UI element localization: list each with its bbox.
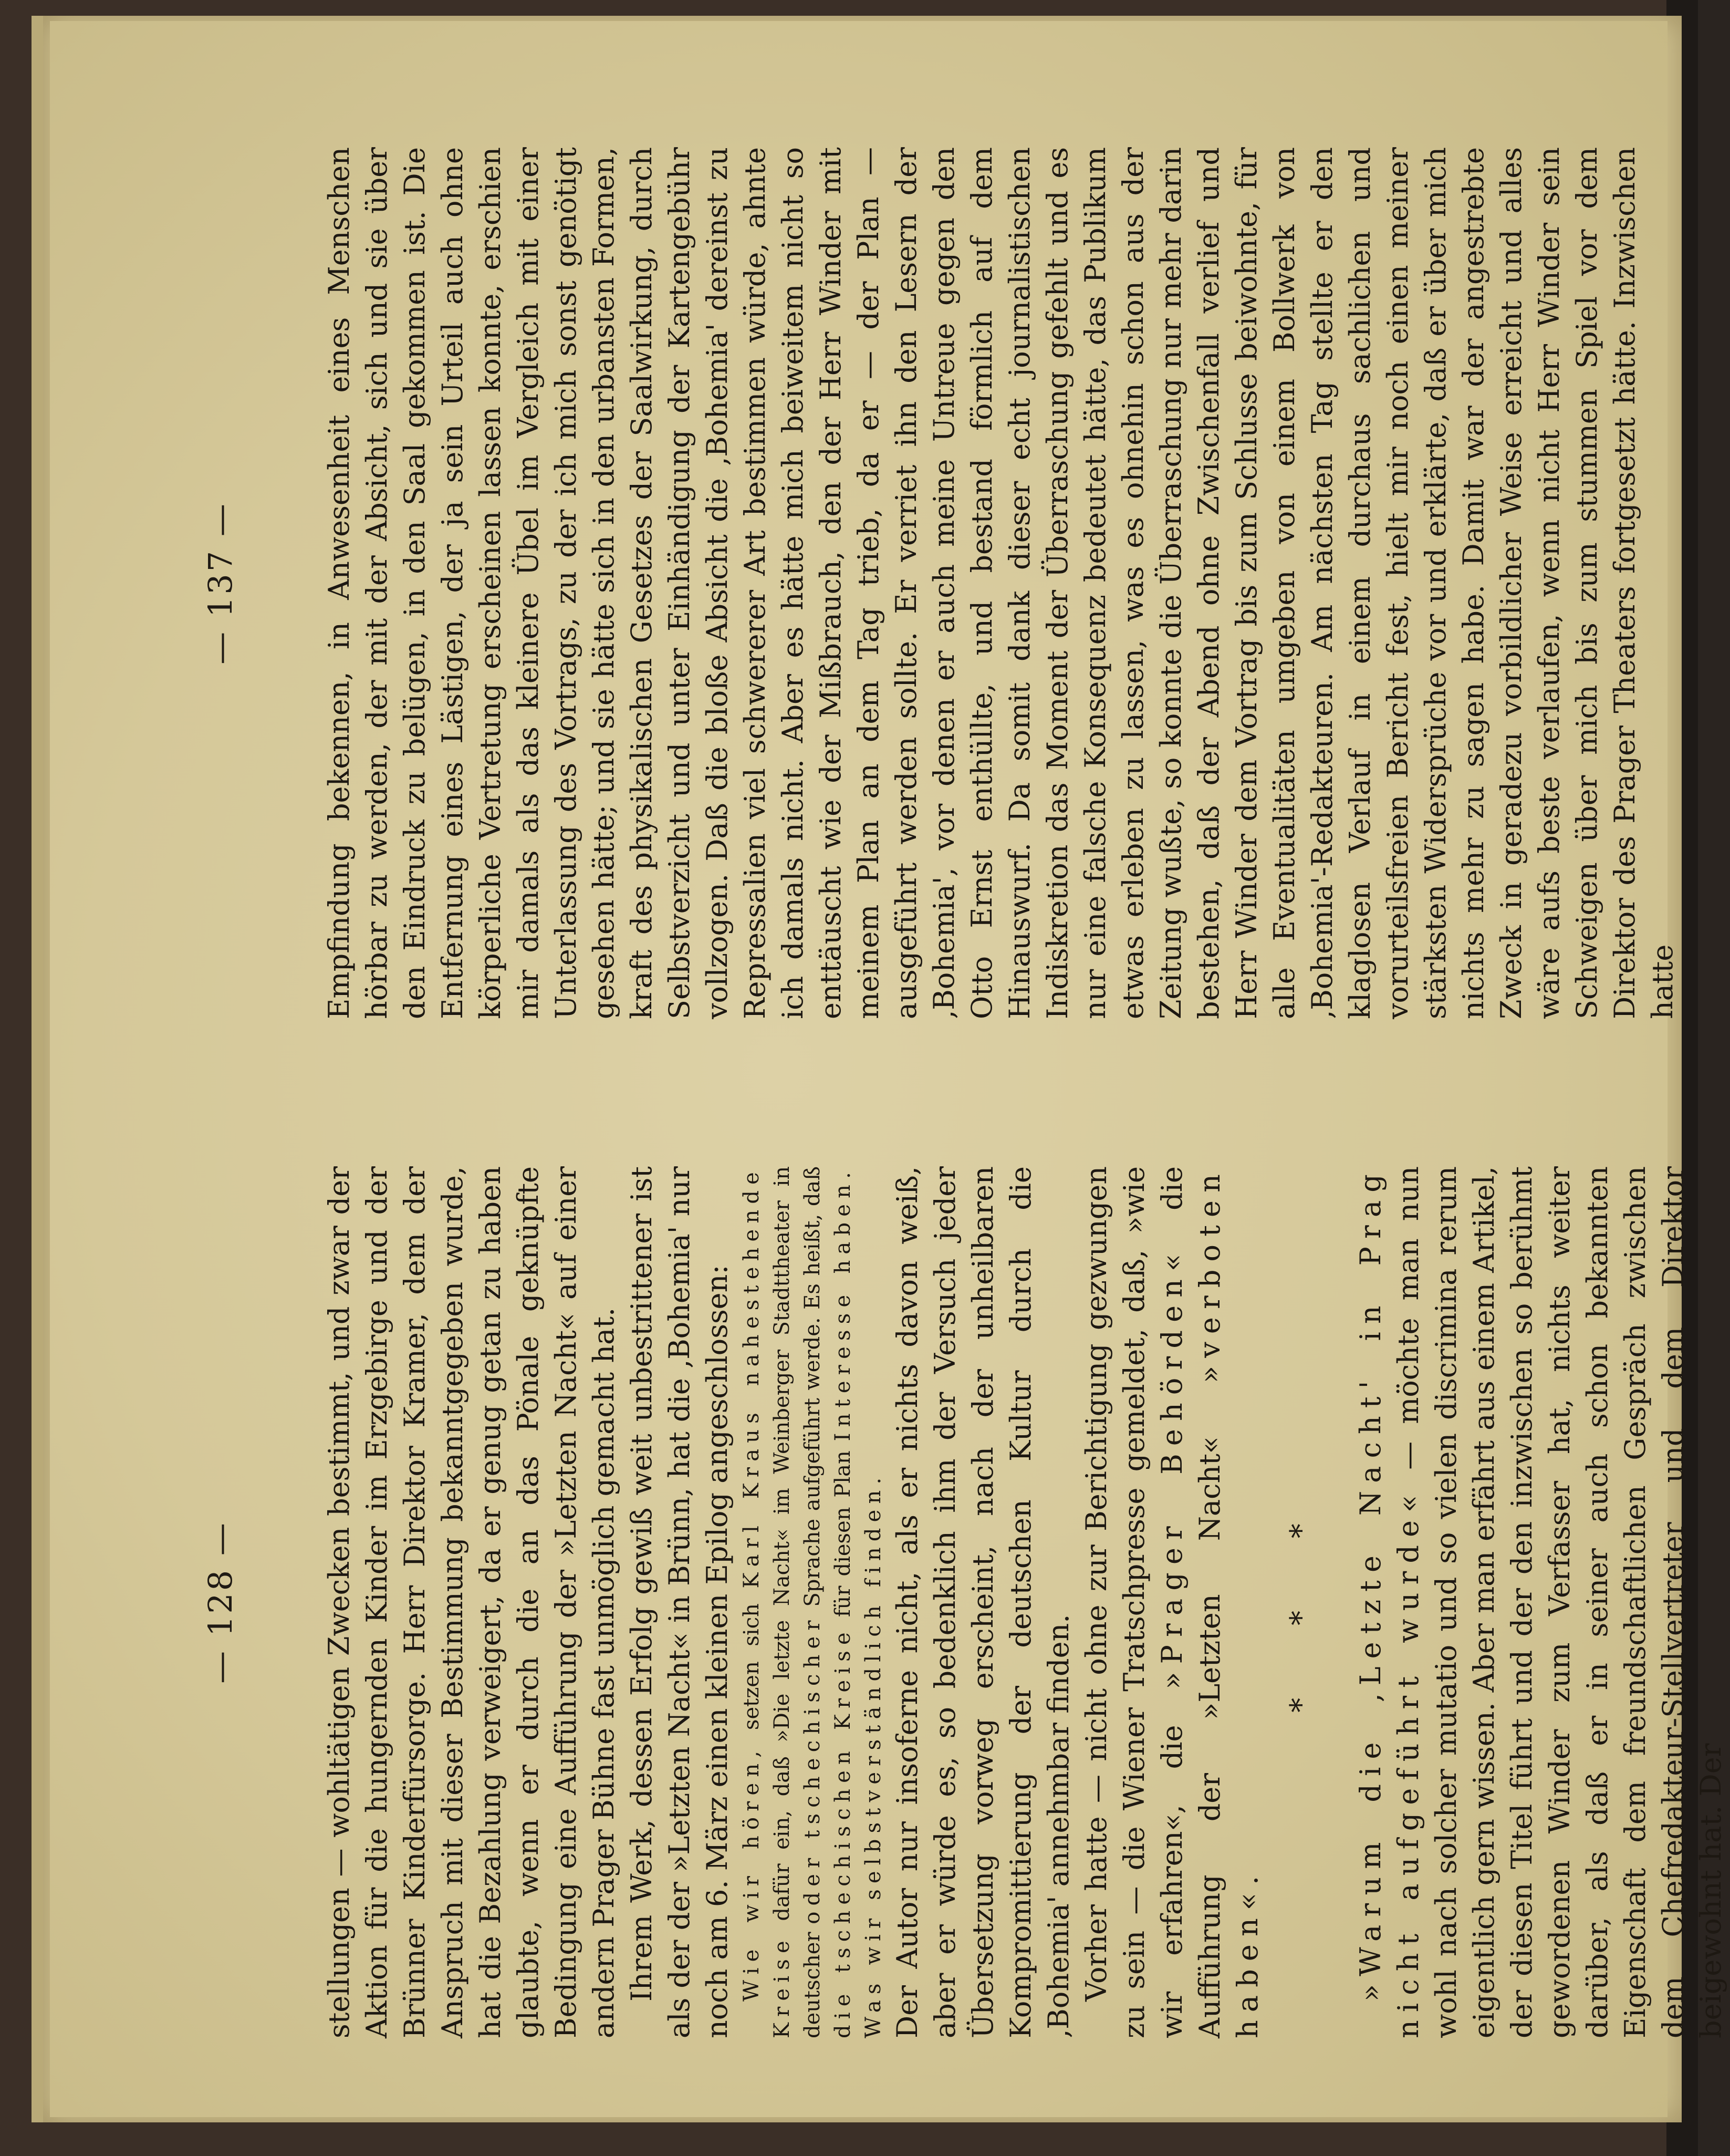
section-divider: * * *: [1284, 1492, 1318, 1713]
page-137: [184, 116, 1679, 1051]
text-run: — möchte man nun wohl nach solcher mutatio und so vielen discrimina rerum eigentlich gern wissen. Aber man erfährt aus einem Artikel, der diesen Titel führt und der den inzwischen so berühmt gewordenen Winder zum Verfasser hat, nichts weiter darüber, als daß er in seiner auch schon bekannten Eigenschaft dem freundschaftlichen Gespräch zwischen dem Chefredakteur-Stellvertreter und dem Direktor beigewohnt hat. Der: [1392, 1166, 1727, 2038]
quote-emphasis: oder tschechischer: [800, 1614, 825, 1924]
emphasis: nicht aufgeführt wurde«: [1392, 1487, 1425, 2038]
quote-text: dafür ein, daß »Die letzte Nacht« im Weinberger Stadttheater in deutscher: [770, 1166, 825, 2038]
paragraph: Ihrem Werk, dessen Erfolg gewiß weit unbestrittener ist als der der »Letzten Nacht« in Brünn, hat die ‚Bohemia' nur noch am 6. März einen kleinen Epilog angeschlossen:: [625, 1166, 734, 2038]
text-column: [257, 116, 1682, 1051]
quote-emphasis: Karl Kraus nahestehende Kreise: [739, 1166, 794, 2038]
quote-lead: Wie wir hören,: [739, 1745, 764, 2002]
quote-text: Sprache aufgeführt werde. Es heißt, daß: [800, 1166, 825, 1607]
text-run: Vorher hatte — nicht ohne zur Berichtigung gezwungen zu sein — die Wiener Tratschpresse gemeldet, daß, »wie wir erfahren«, die: [1080, 1166, 1189, 2038]
page-number: — 137 —: [201, 502, 239, 665]
quote-text: setzen sich: [739, 1603, 764, 1730]
emphasis: »verboten haben«.: [1193, 1166, 1264, 2038]
paragraph: [1078, 1166, 1267, 2038]
rotated-spread: [184, 116, 1727, 2070]
page-number: — 128 —: [201, 1521, 239, 1684]
paragraph: Der Autor nur insoferne nicht, als er nichts davon weiß, aber er würde es, so bedenklich ihm der Versuch jeder Übersetzung vorweg erscheint, nach der unheilbaren Kompromittierung der deutschen Kultur durch die ‚Bohemia' annehmbar finden.: [891, 1166, 1075, 2038]
quote-emphasis: Interesse haben. Was wir selbstverständlich finden.: [831, 1166, 885, 2038]
quotation: [736, 1166, 889, 2038]
quote-text: für diesen Plan: [831, 1450, 855, 1618]
paragraph: [1352, 1166, 1730, 2038]
text-column: [257, 1135, 1730, 2070]
emphasis: »Warum die ‚Letzte Nacht' in Prag: [1354, 1166, 1387, 2002]
page-128: [184, 1135, 1727, 2070]
emphasis: »Prager Behörden«: [1155, 1246, 1189, 1689]
paragraph: stellungen — wohltätigen Zwecken bestimmt, und zwar der Aktion für die hungernden Kinder im Erzgebirge und der Brünner Kinderfürsorge. Herr Direktor Kramer, dem der Anspruch mit dieser Bestimmung bekanntgegeben wurde, hat die Bezahlung verweigert, da er genug getan zu haben glaubte, wenn er durch die an das Pönale geknüpfte Bedingung eine Aufführung der »Letzten Nacht« auf einer andern Prager Bühne fast unmöglich gemacht hat.: [322, 1166, 620, 2038]
quote-emphasis: die tschechischen Kreise: [831, 1626, 855, 2038]
paragraph: Empfindung bekennen, in Anwesenheit eines Menschen hörbar zu werden, der mit der Absicht, sich und sie über den Eindruck zu belügen, in den Saal gekommen ist. Die Entfernung eines Lästigen, der ja sein Urteil auch ohne körperliche Vertretung erscheinen lassen konnte, erschien mir damals als das kleinere Übel im Vergleich mit einer Unterlassung des Vortrags, zu der ich mich sonst genötigt gesehen hätte; und sie hätte sich in den urbansten Formen, kraft des physikalischen Gesetzes der Saalwirkung, durch Selbstverzicht und unter Einhändigung der Kartengebühr vollzogen. Daß die bloße Absicht die ‚Bohemia' dereinst zu Repressalien viel schwererer Art bestimmen würde, ahnte ich damals nicht. Aber es hätte mich beiweitem nicht so enttäuscht wie der Mißbrauch, den der Herr Winder mit meinem Plan an dem Tag trieb, da er — der Plan — ausgeführt werden sollte. Er verriet ihn den Lesern der ‚Bohemia', vor denen er auch meine Untreue gegen den Otto Ernst enthüllte, und bestand förmlich auf dem Hinauswurf. Da somit dank dieser echt journalistischen Indiskretion das Moment der Überraschung gefehlt und es nur eine falsche Konsequenz bedeutet hätte, das Publikum etwas erleben zu lassen, was es ohnehin schon aus der Zeitung wußte, so konnte die Überraschung nur mehr darin bestehen, daß der Abend ohne Zwischenfall verlief und Herr Winder dem Vortrag bis zum Schlusse beiwohnte, für alle Eventualitäten umgeben von einem Bollwerk von ‚Bohemia'-Redakteuren. Am nächsten Tag stellte er den klaglosen Verlauf in einem durchaus sachlichen und vorurteilsfreien Bericht fest, hielt mir noch einen meiner stärksten Widersprüche vor und erklärte, daß er über mich nichts mehr zu sagen habe. Damit war der angestrebte Zweck in geradezu vorbildlicher Weise erreicht und alles wäre aufs beste verlaufen, wenn nicht Herr Winder sein Schweigen über mich bis zum stummen Spiel vor dem Direktor des Prager Theaters fortgesetzt hätte. Inzwischen hatte: [322, 147, 1679, 1019]
text-run: die Aufführung der »Letzten Nacht«: [1155, 1166, 1226, 2038]
